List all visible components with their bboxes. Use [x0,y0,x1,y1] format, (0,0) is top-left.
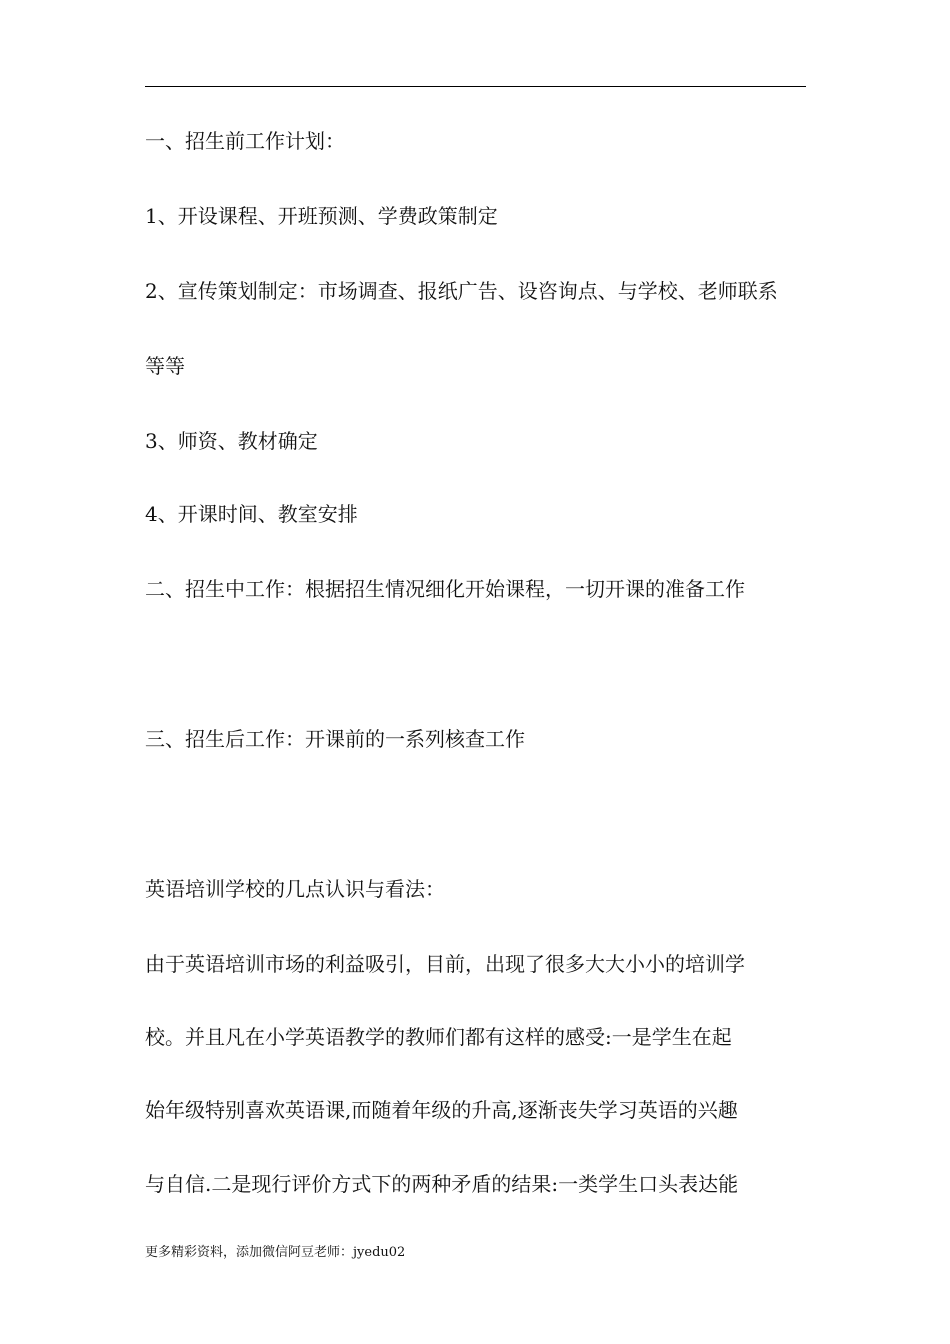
list-item: 2、宣传策划制定：市场调查、报纸广告、设咨询点、与学校、老师联系 [145,279,778,303]
header-divider [145,86,806,87]
article-title: 英语培训学校的几点认识与看法： [145,877,445,901]
page-footer: 更多精彩资料，添加微信阿豆老师：jyedu02 [145,1245,406,1260]
list-item: 3、师资、教材确定 [145,429,318,453]
paragraph-line: 始年级特别喜欢英语课,而随着年级的升高,逐渐丧失学习英语的兴趣 [145,1098,738,1122]
section-heading-during-enrollment: 二、招生中工作：根据招生情况细化开始课程，一切开课的准备工作 [145,577,745,601]
list-item: 1、开设课程、开班预测、学费政策制定 [145,204,498,228]
paragraph-line: 与自信.二是现行评价方式下的两种矛盾的结果:一类学生口头表达能 [145,1172,739,1196]
section-heading-pre-enrollment: 一、招生前工作计划： [145,129,345,153]
paragraph-line: 由于英语培训市场的利益吸引，目前，出现了很多大大小小的培训学 [145,952,745,976]
list-item-continuation: 等等 [145,354,185,378]
list-item: 4、开课时间、教室安排 [145,502,358,526]
section-heading-post-enrollment: 三、招生后工作：开课前的一系列核查工作 [145,727,525,751]
paragraph-line: 校。并且凡在小学英语教学的教师们都有这样的感受:一是学生在起 [145,1025,732,1049]
